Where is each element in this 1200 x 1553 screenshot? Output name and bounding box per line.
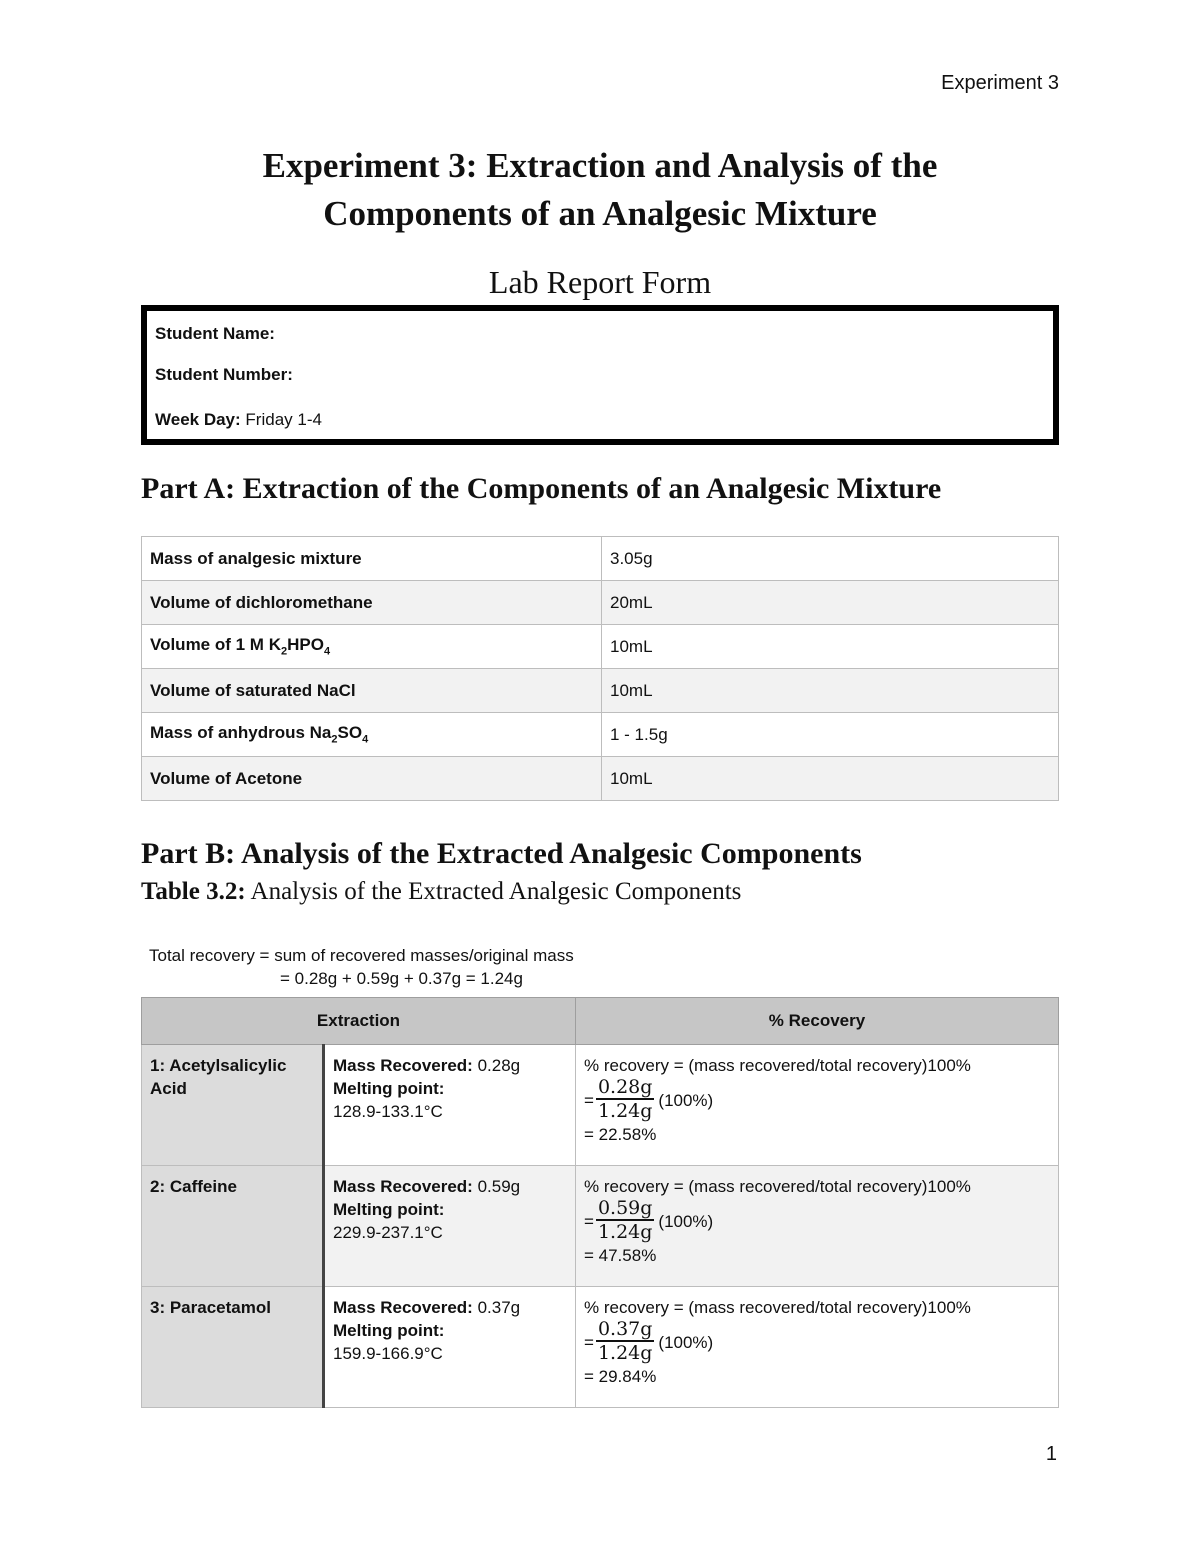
- table-caption-text: Analysis of the Extracted Analgesic Components: [245, 878, 742, 905]
- row-value: 10mL: [602, 669, 1059, 713]
- fraction-line: [584, 1319, 1050, 1365]
- fraction-line: [584, 1077, 1050, 1123]
- running-header: Experiment 3: [941, 72, 1059, 94]
- row-label: Volume of saturated NaCl: [142, 669, 602, 713]
- fraction-numerator: 0.37g: [597, 1318, 653, 1340]
- fraction-denominator: 1.24g: [597, 1342, 653, 1364]
- percent-factor: (100%): [658, 1332, 714, 1352]
- recovery-result: = 22.58%: [584, 1125, 657, 1144]
- mass-value: 0.59g: [477, 1177, 521, 1196]
- total-recovery-note: [149, 944, 574, 990]
- row-value: 1 - 1.5g: [602, 713, 1059, 757]
- page-number: 1: [1045, 1443, 1057, 1465]
- table-row: [142, 757, 1059, 801]
- page-subtitle: Lab Report Form: [488, 264, 712, 300]
- mass-value: 0.28g: [477, 1056, 521, 1075]
- component-name: 1: Acetylsalicylic Acid: [142, 1045, 324, 1166]
- part-a-table: [141, 536, 1059, 801]
- mass-cell: [324, 1166, 576, 1287]
- part-b-table: [141, 997, 1059, 1408]
- weekday-label: Week Day:: [155, 410, 241, 429]
- table-row: [142, 581, 1059, 625]
- fraction-numerator: 0.28g: [597, 1076, 653, 1098]
- row-value: 10mL: [602, 757, 1059, 801]
- mass-value: 0.37g: [477, 1298, 521, 1317]
- row-label: Volume of Acetone: [142, 757, 602, 801]
- total-recovery-line-2: = 0.28g + 0.59g + 0.37g = 1.24g: [280, 969, 523, 988]
- recovery-cell: [576, 1287, 1059, 1408]
- table-row: [142, 625, 1059, 669]
- percent-factor: (100%): [658, 1090, 714, 1110]
- mass-cell: [324, 1287, 576, 1408]
- mp-label: Melting point:: [333, 1079, 445, 1098]
- fraction: [596, 1319, 654, 1365]
- recovery-cell: [576, 1045, 1059, 1166]
- row-label: Mass of anhydrous $Na_2SO_4$: [142, 713, 602, 757]
- table-row: [142, 1287, 1059, 1408]
- recovery-result: = 47.58%: [584, 1246, 657, 1265]
- fraction-denominator: 1.24g: [597, 1100, 653, 1122]
- fraction: [596, 1077, 654, 1123]
- mass-label: Mass Recovered:: [333, 1056, 473, 1075]
- recovery-formula: % recovery = (mass recovered/total recovery)100%: [584, 1298, 971, 1317]
- mp-value: 159.9-166.9°C: [333, 1344, 443, 1363]
- mp-label: Melting point:: [333, 1200, 445, 1219]
- fraction-denominator: 1.24g: [597, 1221, 653, 1243]
- mp-value: 128.9-133.1°C: [333, 1102, 443, 1121]
- student-info-box: [141, 305, 1059, 445]
- extraction-header: Extraction: [142, 998, 576, 1045]
- row-label: Volume of dichloromethane: [142, 581, 602, 625]
- part-b-heading: Part B: Analysis of the Extracted Analgesic Components: [141, 837, 862, 870]
- row-value: 3.05g: [602, 537, 1059, 581]
- total-recovery-line-1: Total recovery = sum of recovered masses/original mass: [149, 946, 574, 965]
- student-name-row: [155, 324, 275, 344]
- mp-value: 229.9-237.1°C: [333, 1223, 443, 1242]
- equals-sign: =: [584, 1332, 594, 1352]
- equals-sign: =: [584, 1090, 594, 1110]
- title-line-2: Components of an Analgesic Mixture: [323, 194, 877, 233]
- recovery-cell: [576, 1166, 1059, 1287]
- percent-factor: (100%): [658, 1211, 714, 1231]
- table-caption: [141, 878, 741, 906]
- weekday-row: [155, 410, 322, 430]
- weekday-value: Friday 1-4: [245, 410, 322, 429]
- table-row: [142, 1166, 1059, 1287]
- row-label: Mass of analgesic mixture: [142, 537, 602, 581]
- table-row: [142, 1045, 1059, 1166]
- table-caption-number: Table 3.2:: [141, 878, 246, 905]
- mass-cell: [324, 1045, 576, 1166]
- recovery-header: % Recovery: [576, 998, 1059, 1045]
- equals-sign: =: [584, 1211, 594, 1231]
- table-row: [142, 669, 1059, 713]
- fraction-numerator: 0.59g: [597, 1197, 653, 1219]
- fraction-line: [584, 1198, 1050, 1244]
- fraction: [596, 1198, 654, 1244]
- recovery-formula: % recovery = (mass recovered/total recovery)100%: [584, 1177, 971, 1196]
- component-name: 3: Paracetamol: [142, 1287, 324, 1408]
- part-a-heading: Part A: Extraction of the Components of an Analgesic Mixture: [141, 472, 942, 505]
- table-row: [142, 713, 1059, 757]
- title-line-1: Experiment 3: Extraction and Analysis of the: [262, 146, 938, 185]
- student-number-row: [155, 365, 293, 385]
- table-row: [142, 537, 1059, 581]
- table-header-row: [142, 998, 1059, 1045]
- student-number-label: Student Number:: [155, 365, 293, 384]
- page-title: [141, 142, 1059, 238]
- row-value: 20mL: [602, 581, 1059, 625]
- row-value: 10mL: [602, 625, 1059, 669]
- component-name: 2: Caffeine: [142, 1166, 324, 1287]
- mp-label: Melting point:: [333, 1321, 445, 1340]
- recovery-formula: % recovery = (mass recovered/total recovery)100%: [584, 1056, 971, 1075]
- mass-label: Mass Recovered:: [333, 1298, 473, 1317]
- mass-label: Mass Recovered:: [333, 1177, 473, 1196]
- row-label: Volume of 1 M $K_2HPO_4$: [142, 625, 602, 669]
- student-name-label: Student Name:: [155, 324, 275, 343]
- recovery-result: = 29.84%: [584, 1367, 657, 1386]
